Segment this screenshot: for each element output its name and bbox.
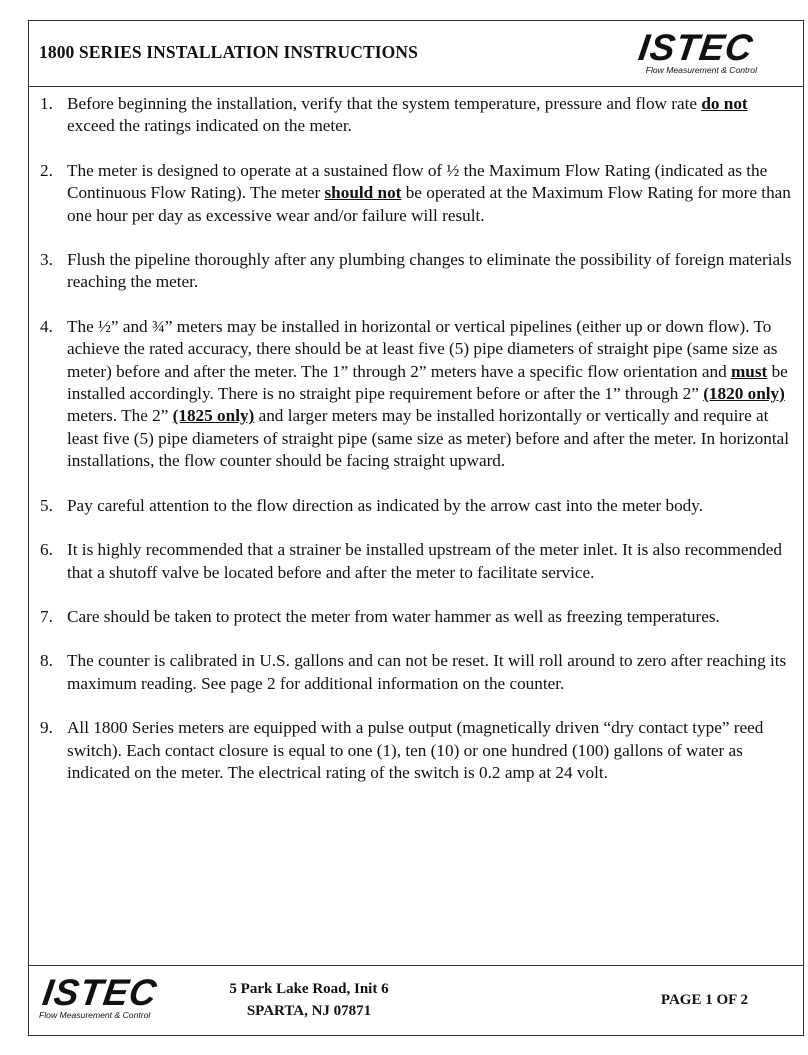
instruction-item: 4. The ½” and ¾” meters may be installed in horizontal or vertical pipelines (either up or down flow). To achieve the rated accuracy, there should be at least five (5) pipe diameters of straight pipe (same size as meter) before and after the meter. The 1” through 2” meters have a specific flow orientation and must be installed accordingly. There is no straight pipe requirement before or after the 1” through 2” (1820 only) meters. The 2” (1825 only) and larger meters may be installed horizontally or vertically and require at least five (5) pipe diameters of straight pipe (same size as meter) before and after the meter. In horizontal installations, the flow counter should be facing straight upward. xyxy=(40,316,790,471)
footer xyxy=(29,965,803,1035)
item-number: 5. xyxy=(40,495,53,515)
instruction-item: 1. Before beginning the installation, verify that the system temperature, pressure and flow rate do not exceed the ratings indicated on the meter. xyxy=(40,94,748,136)
item-number: 8. xyxy=(40,651,53,671)
instructions-body xyxy=(29,93,803,806)
item-number: 6. xyxy=(40,540,53,560)
item-number: 3. xyxy=(40,250,53,270)
page-number: PAGE 1 OF 2 xyxy=(660,992,748,1008)
instruction-item: 5. Pay careful attention to the flow direction as indicated by the arrow cast into the meter body. xyxy=(29,495,803,517)
instruction-list xyxy=(29,93,803,784)
instruction-item: 6. It is highly recommended that a strainer be installed upstream of the meter inlet. It is also recommended that a shutoff valve be located before and after the meter to facilitate service. xyxy=(40,540,782,582)
address-line-2: SPARTA, NJ 07871 xyxy=(246,1003,372,1019)
instruction-item: 9. All 1800 Series meters are equipped with a pulse output (magnetically driven “dry contact type” reed switch). Each contact closure is equal to one (1), ten (10) or one hundred (100) gallons of water as indicated on the meter. The electrical rating of the switch is 0.2 amp at 24 volt. xyxy=(40,718,764,782)
istec-logo xyxy=(37,974,163,1020)
istec-logo xyxy=(633,29,759,75)
logo-tagline: Flow Measurement & Control xyxy=(645,65,757,75)
item-number: 7. xyxy=(40,606,53,626)
item-number: 1. xyxy=(40,94,53,113)
emphasis-1825-only: (1825 only) xyxy=(172,406,255,426)
page-title: 1800 SERIES INSTALLATION INSTRUCTIONS xyxy=(39,42,418,62)
item-number: 2. xyxy=(40,160,53,180)
item-number: 4. xyxy=(40,316,53,336)
emphasis-should-not: should not xyxy=(324,183,402,203)
company-address xyxy=(219,978,399,1022)
logo-tagline: Flow Measurement & Control xyxy=(39,1010,151,1020)
logo-wordmark: ISTEC xyxy=(40,972,160,1013)
emphasis-do-not: do not xyxy=(701,94,748,113)
logo-wordmark: ISTEC xyxy=(636,27,756,68)
instruction-item: 7. Care should be taken to protect the meter from water hammer as well as freezing temperatures. xyxy=(29,606,803,628)
emphasis-1820-only: (1820 only) xyxy=(703,384,785,404)
instruction-item: 8. The counter is calibrated in U.S. gallons and can not be reset. It will roll around to zero after reaching its maximum reading. See page 2 for additional information on the counter. xyxy=(40,651,787,693)
header xyxy=(29,21,803,87)
page-frame xyxy=(28,20,804,1036)
instruction-item: 3. Flush the pipeline thoroughly after any plumbing changes to eliminate the possibility of foreign materials reaching the meter. xyxy=(40,250,792,292)
instruction-item: 2. The meter is designed to operate at a sustained flow of ½ the Maximum Flow Rating (indicated as the Continuous Flow Rating). The meter should not be operated at the Maximum Flow Rating for more than one hour per day as excessive wear and/or failure will result. xyxy=(40,160,791,225)
address-line-1: 5 Park Lake Road, Init 6 xyxy=(229,981,389,997)
emphasis-must: must xyxy=(730,361,768,381)
item-number: 9. xyxy=(40,718,53,738)
